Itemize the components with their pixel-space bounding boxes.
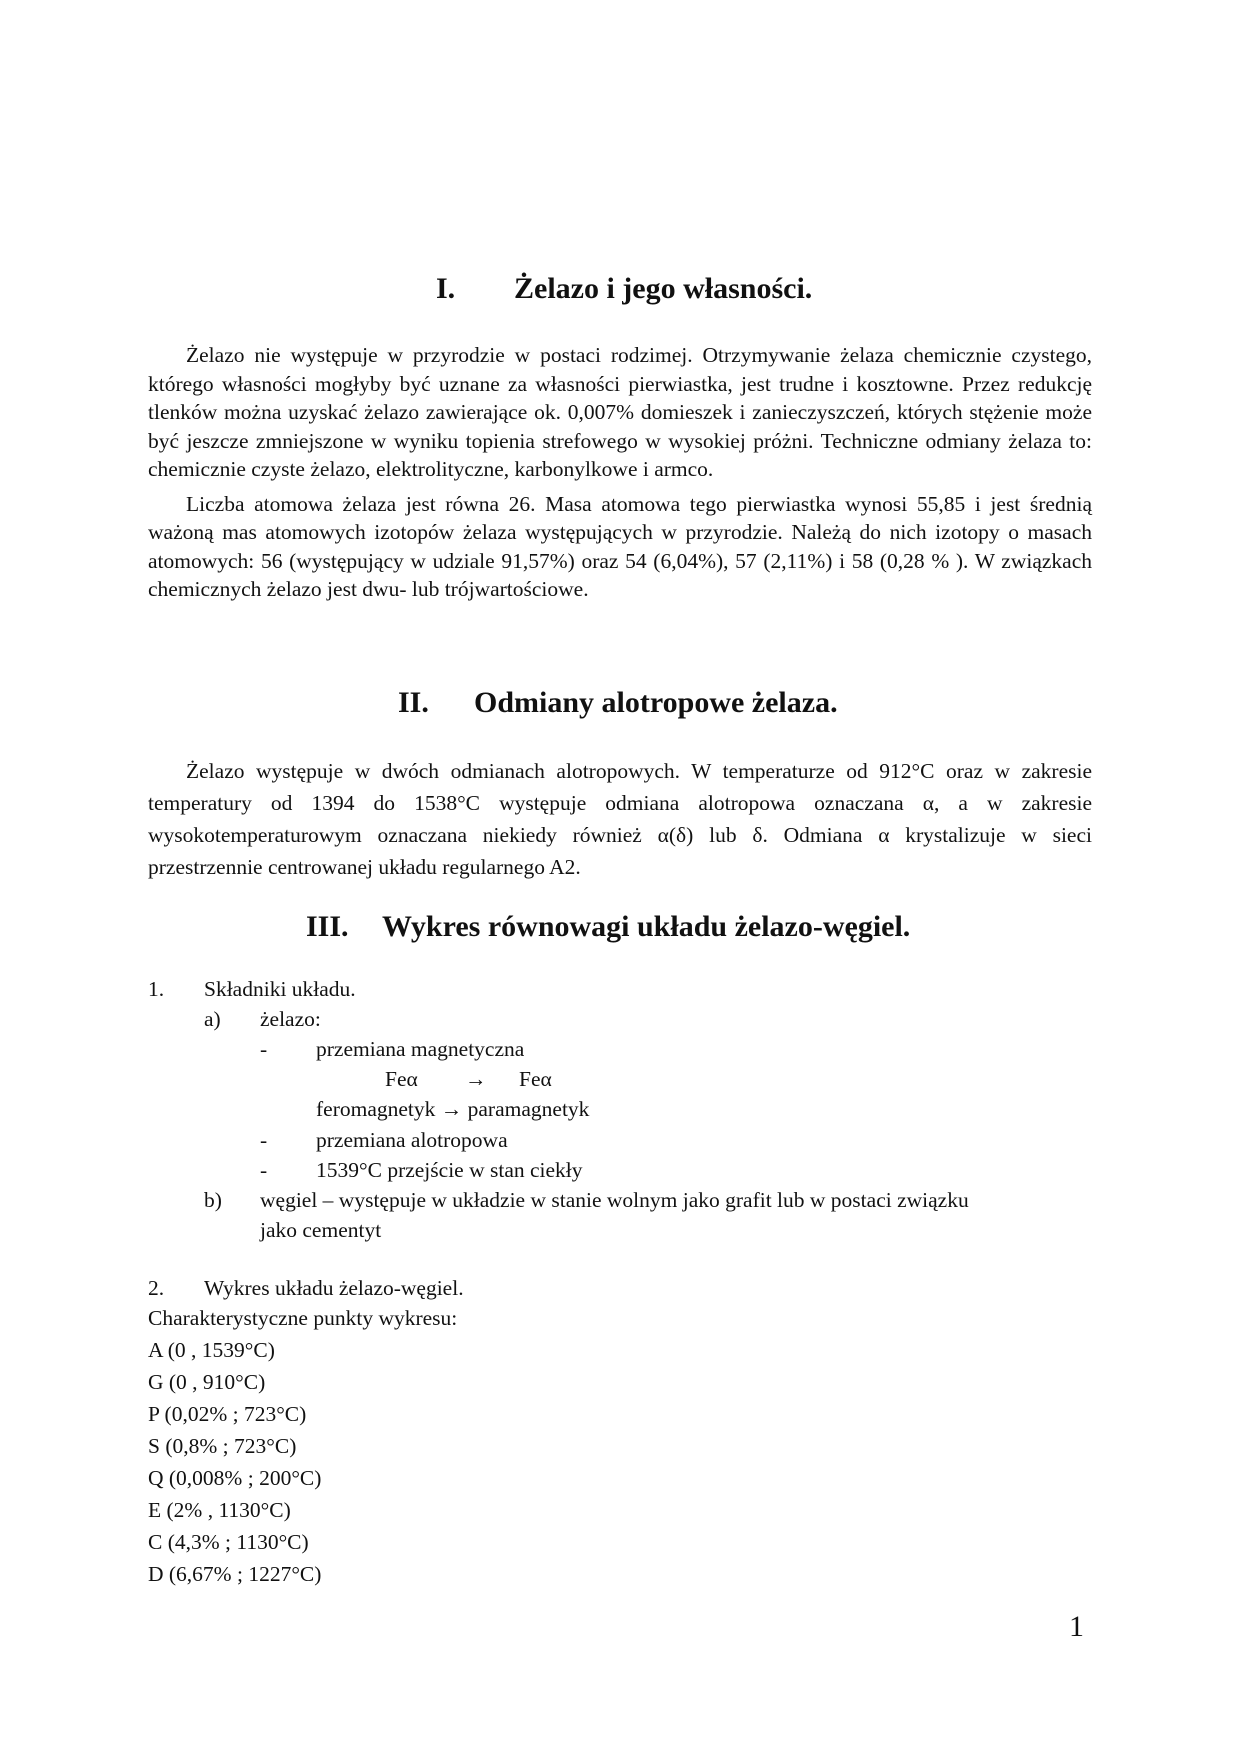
sublist-label-a: a) <box>204 1007 221 1031</box>
paragraph: Liczba atomowa żelaza jest równa 26. Masa atomowa tego pierwiastka wynosi 55,85 i jest średnią ważoną mas atomowych izotopów żelaza występujących w przyrodzie. Należą do nich izotopy o masach atomowych: 56 (występujący w udziale 91,57%) oraz 54 (6,04%), 57 (2,11%) i 58 (0,28 % ). W związkach chemicznych żelazo jest dwu- lub trójwartościowe. <box>148 491 1092 601</box>
section-heading-1 <box>436 272 812 306</box>
page-number: 1 <box>1069 1610 1084 1643</box>
section-number: I. <box>436 272 456 305</box>
list-item-text: Składniki układu. <box>204 977 356 1001</box>
list-item-number: 1. <box>148 977 165 1001</box>
section-heading-2 <box>398 686 838 720</box>
list-item-number: 2. <box>148 1276 165 1300</box>
sublist-label-b: b) <box>204 1188 222 1212</box>
formula-arrow: → <box>465 1067 487 1091</box>
dash-bullet: - <box>260 1128 268 1152</box>
formula-right: Feα <box>519 1067 552 1091</box>
bullet-text: 1539°C przejście w stan ciekły <box>316 1158 583 1182</box>
point-item: S (0,8% ; 723°C) <box>148 1434 297 1458</box>
section-title: Żelazo i jego własności. <box>514 272 813 305</box>
section-1-body <box>148 341 1092 604</box>
section-title: Odmiany alotropowe żelaza. <box>474 686 838 719</box>
point-item: C (4,3% ; 1130°C) <box>148 1530 309 1554</box>
point-item: A (0 , 1539°C) <box>148 1338 275 1362</box>
section-heading-3 <box>306 910 910 944</box>
sublist-text-b-cont: jako cementyt <box>260 1218 382 1242</box>
points-intro: Charakterystyczne punkty wykresu: <box>148 1306 458 1330</box>
section-title: Wykres równowagi układu żelazo-węgiel. <box>382 910 911 943</box>
dash-bullet: - <box>260 1158 268 1182</box>
paragraph: Żelazo występuje w dwóch odmianach alotropowych. W temperaturze od 912°C oraz w zakresie temperatury od 1394 do 1538°C występuje odmiana alotropowa oznaczana α, a w zakresie wysokotemperaturowym oznaczana niekiedy również α(δ) lub δ. Odmiana α krystalizuje w sieci przestrzennie centrowanej układu regularnego A2. <box>148 759 1092 879</box>
point-item: E (2% , 1130°C) <box>148 1498 291 1522</box>
formula-left: Feα <box>385 1067 418 1091</box>
section-2-body <box>148 755 1092 883</box>
bullet-text: feromagnetyk → paramagnetyk <box>316 1097 590 1121</box>
bullet-text: przemiana alotropowa <box>316 1128 508 1152</box>
section-number: II. <box>398 686 429 719</box>
dash-bullet: - <box>260 1037 268 1061</box>
paragraph: Żelazo nie występuje w przyrodzie w postaci rodzimej. Otrzymywanie żelaza chemicznie czystego, którego własności mogłyby być uznane za własności pierwiastka, jest trudne i kosztowne. Przez redukcję tlenków można uzyskać żelazo zawierające ok. 0,007% domieszek i zanieczyszczeń, których stężenie może być jeszcze zmniejszone w wyniku topienia strefowego w wysokiej próżni. Techniczne odmiany żelaza to: chemicznie czyste żelazo, elektrolityczne, karbonylkowe i armco. <box>148 343 1092 481</box>
point-item: P (0,02% ; 723°C) <box>148 1402 307 1426</box>
point-item: Q (0,008% ; 200°C) <box>148 1466 322 1490</box>
sublist-text-a: żelazo: <box>260 1007 321 1031</box>
point-item: G (0 , 910°C) <box>148 1370 266 1394</box>
sublist-text-b: węgiel – występuje w układzie w stanie wolnym jako grafit lub w postaci związku <box>260 1188 969 1212</box>
list-item-text: Wykres układu żelazo-węgiel. <box>204 1276 464 1300</box>
section-number: III. <box>306 910 349 943</box>
point-item: D (6,67% ; 1227°C) <box>148 1562 322 1586</box>
bullet-text: przemiana magnetyczna <box>316 1037 525 1061</box>
